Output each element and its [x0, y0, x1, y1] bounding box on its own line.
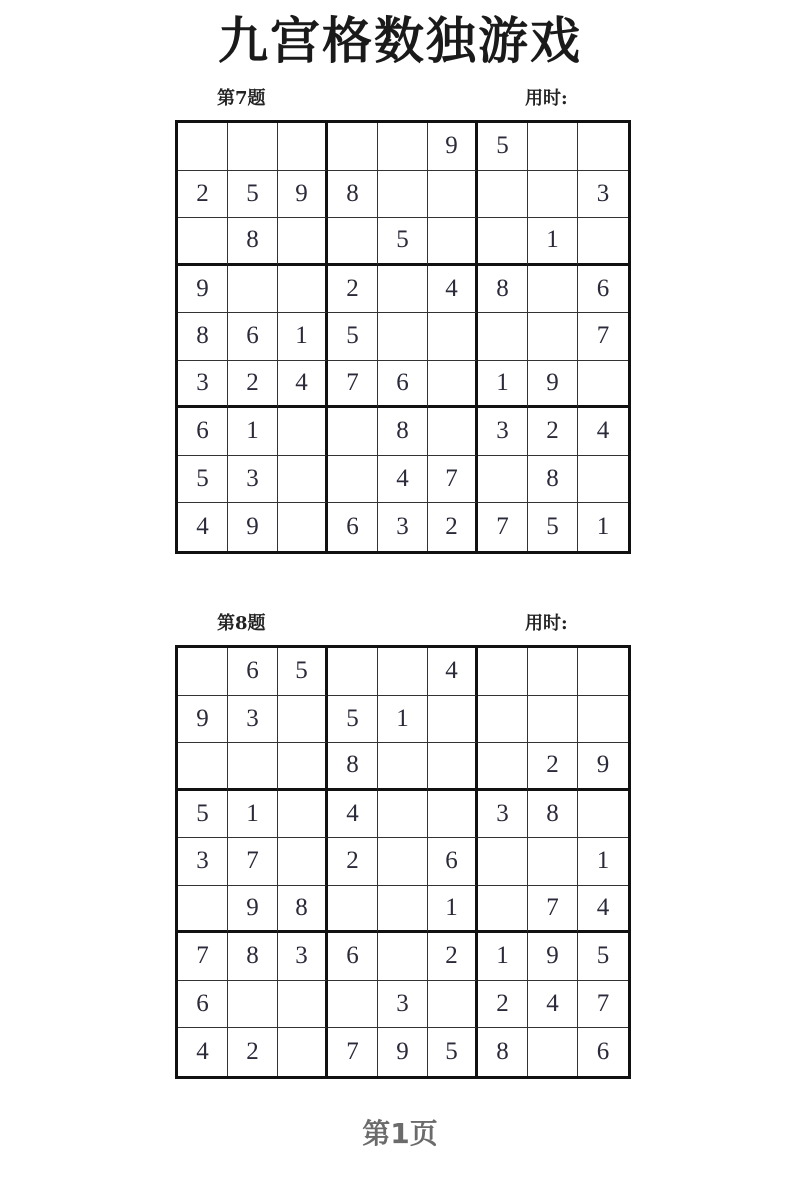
given-cell: 6	[378, 361, 428, 409]
empty-cell[interactable]	[578, 648, 628, 696]
empty-cell[interactable]	[178, 743, 228, 791]
given-cell: 1	[478, 361, 528, 409]
empty-cell[interactable]	[428, 791, 478, 839]
empty-cell[interactable]	[578, 791, 628, 839]
given-cell: 3	[228, 696, 278, 744]
given-cell: 3	[478, 408, 528, 456]
empty-cell[interactable]	[278, 218, 328, 266]
empty-cell[interactable]	[278, 791, 328, 839]
given-cell: 5	[378, 218, 428, 266]
given-cell: 5	[328, 696, 378, 744]
empty-cell[interactable]	[378, 791, 428, 839]
given-cell: 5	[478, 123, 528, 171]
empty-cell[interactable]	[428, 743, 478, 791]
puzzle-number-label: 第7题	[217, 88, 266, 109]
given-cell: 2	[528, 408, 578, 456]
given-cell: 1	[428, 886, 478, 934]
empty-cell[interactable]	[328, 648, 378, 696]
given-cell: 4	[178, 1028, 228, 1076]
given-cell: 4	[178, 503, 228, 551]
given-cell: 8	[178, 313, 228, 361]
empty-cell[interactable]	[278, 981, 328, 1029]
given-cell: 4	[328, 791, 378, 839]
empty-cell[interactable]	[478, 218, 528, 266]
given-cell: 8	[528, 456, 578, 504]
given-cell: 5	[278, 648, 328, 696]
given-cell: 3	[178, 361, 228, 409]
empty-cell[interactable]	[378, 123, 428, 171]
given-cell: 1	[378, 696, 428, 744]
puzzle-number-label: 第8题	[217, 613, 266, 634]
sudoku-grid	[175, 645, 631, 1079]
empty-cell[interactable]	[528, 266, 578, 314]
given-cell: 8	[378, 408, 428, 456]
empty-cell[interactable]	[378, 648, 428, 696]
given-cell: 6	[228, 313, 278, 361]
given-cell: 6	[228, 648, 278, 696]
empty-cell[interactable]	[528, 313, 578, 361]
empty-cell[interactable]	[278, 838, 328, 886]
empty-cell[interactable]	[328, 218, 378, 266]
given-cell: 8	[228, 218, 278, 266]
page-title: 九宫格数独游戏	[218, 12, 582, 70]
given-cell: 6	[328, 503, 378, 551]
given-cell: 1	[478, 933, 528, 981]
empty-cell[interactable]	[478, 886, 528, 934]
empty-cell[interactable]	[428, 696, 478, 744]
given-cell: 1	[278, 313, 328, 361]
empty-cell[interactable]	[278, 123, 328, 171]
empty-cell[interactable]	[278, 456, 328, 504]
given-cell: 2	[228, 361, 278, 409]
given-cell: 6	[596, 1037, 610, 1065]
given-cell: 2	[428, 933, 478, 981]
given-cell: 3	[178, 838, 228, 886]
given-cell: 6	[428, 838, 478, 886]
given-cell: 5	[228, 171, 278, 219]
given-cell: 3	[278, 933, 328, 981]
empty-cell[interactable]	[328, 456, 378, 504]
given-cell: 7	[328, 361, 378, 409]
empty-cell[interactable]	[378, 171, 428, 219]
empty-cell[interactable]	[478, 313, 528, 361]
empty-cell[interactable]	[178, 123, 228, 171]
empty-cell[interactable]	[278, 743, 328, 791]
empty-cell[interactable]	[328, 123, 378, 171]
puzzle-header	[175, 84, 628, 120]
given-cell: 3	[378, 981, 428, 1029]
given-cell: 4	[378, 456, 428, 504]
given-cell: 4	[278, 361, 328, 409]
empty-cell[interactable]	[328, 408, 378, 456]
puzzle-7	[175, 84, 628, 554]
given-cell: 7	[178, 933, 228, 981]
empty-cell[interactable]	[378, 933, 428, 981]
empty-cell[interactable]	[378, 313, 428, 361]
given-cell: 4	[528, 981, 578, 1029]
empty-cell[interactable]	[378, 743, 428, 791]
empty-cell[interactable]	[378, 886, 428, 934]
empty-cell[interactable]	[578, 361, 628, 409]
empty-cell[interactable]	[378, 838, 428, 886]
empty-cell[interactable]	[278, 503, 328, 551]
time-label: 用时:	[525, 88, 568, 109]
given-cell: 9	[178, 696, 228, 744]
given-cell: 9	[228, 886, 278, 934]
given-cell: 8	[328, 171, 378, 219]
given-cell: 5	[528, 503, 578, 551]
empty-cell[interactable]	[578, 123, 628, 171]
empty-cell[interactable]	[478, 171, 528, 219]
given-cell: 1	[528, 218, 578, 266]
given-cell: 7	[328, 1028, 378, 1076]
given-cell: 9	[178, 266, 228, 314]
given-cell: 6	[178, 408, 228, 456]
given-cell: 4	[428, 648, 478, 696]
given-cell: 8	[278, 886, 328, 934]
empty-cell[interactable]	[528, 171, 578, 219]
empty-cell[interactable]	[478, 456, 528, 504]
empty-cell[interactable]	[578, 218, 628, 266]
empty-cell[interactable]	[378, 266, 428, 314]
empty-cell[interactable]	[478, 648, 528, 696]
given-cell: 6	[178, 981, 228, 1029]
given-cell: 9	[428, 123, 478, 171]
given-cell: 2	[328, 266, 378, 314]
empty-cell[interactable]	[228, 981, 278, 1029]
empty-cell[interactable]	[278, 266, 328, 314]
given-cell: 3	[478, 791, 528, 839]
empty-cell[interactable]	[178, 886, 228, 934]
empty-cell[interactable]	[478, 838, 528, 886]
given-cell: 8	[528, 791, 578, 839]
given-cell: 2	[328, 838, 378, 886]
puzzle-header	[175, 609, 628, 645]
given-cell: 7	[428, 456, 478, 504]
given-cell: 1	[228, 791, 278, 839]
given-cell: 3	[228, 456, 278, 504]
given-cell: 7	[578, 981, 628, 1029]
given-cell: 2	[528, 743, 578, 791]
given-cell: 9	[528, 361, 578, 409]
time-label: 用时:	[525, 613, 568, 634]
empty-cell[interactable]	[228, 123, 278, 171]
given-cell: 2	[478, 981, 528, 1029]
given-cell: 5	[578, 933, 628, 981]
given-cell: 9	[278, 171, 328, 219]
empty-cell[interactable]	[528, 838, 578, 886]
empty-cell[interactable]	[328, 886, 378, 934]
empty-cell[interactable]	[278, 1028, 328, 1076]
empty-cell[interactable]	[478, 696, 528, 744]
empty-cell[interactable]	[428, 313, 478, 361]
empty-cell[interactable]	[278, 696, 328, 744]
empty-cell[interactable]	[178, 218, 228, 266]
given-cell: 2	[428, 503, 478, 551]
empty-cell[interactable]	[228, 266, 278, 314]
given-cell: 8	[478, 266, 528, 314]
empty-cell[interactable]	[178, 648, 228, 696]
empty-cell[interactable]	[428, 408, 478, 456]
empty-cell[interactable]	[328, 981, 378, 1029]
empty-cell[interactable]	[528, 696, 578, 744]
given-cell: 1	[228, 408, 278, 456]
given-cell: 4	[578, 886, 628, 934]
given-cell: 5	[428, 1028, 478, 1076]
empty-cell[interactable]	[528, 1028, 578, 1076]
empty-cell[interactable]	[528, 648, 578, 696]
given-cell: 2	[178, 171, 228, 219]
given-cell: 4	[428, 266, 478, 314]
given-cell: 7	[228, 838, 278, 886]
given-cell: 5	[178, 456, 228, 504]
given-cell: 9	[228, 503, 278, 551]
given-cell: 1	[578, 838, 628, 886]
given-cell: 7	[578, 313, 628, 361]
given-cell: 9	[378, 1028, 428, 1076]
given-cell: 9	[528, 933, 578, 981]
empty-cell[interactable]	[428, 361, 478, 409]
puzzle-8	[175, 609, 628, 1079]
given-cell: 2	[228, 1028, 278, 1076]
given-cell: 6	[578, 266, 628, 314]
given-cell: 9	[578, 743, 628, 791]
given-cell: 7	[528, 886, 578, 934]
given-cell: 6	[328, 933, 378, 981]
empty-cell[interactable]	[428, 218, 478, 266]
given-cell: 8	[328, 743, 378, 791]
sudoku-grid	[175, 120, 631, 554]
given-cell: 1	[596, 512, 610, 540]
empty-cell[interactable]	[428, 981, 478, 1029]
empty-cell[interactable]	[478, 743, 528, 791]
given-cell: 8	[478, 1028, 528, 1076]
empty-cell[interactable]	[228, 743, 278, 791]
page-number: 第1页	[362, 1117, 438, 1150]
empty-cell[interactable]	[578, 456, 628, 504]
given-cell: 7	[478, 503, 528, 551]
empty-cell[interactable]	[578, 696, 628, 744]
given-cell: 3	[378, 503, 428, 551]
given-cell: 4	[578, 408, 628, 456]
empty-cell[interactable]	[278, 408, 328, 456]
given-cell: 5	[178, 791, 228, 839]
empty-cell[interactable]	[428, 171, 478, 219]
given-cell: 8	[228, 933, 278, 981]
empty-cell[interactable]	[528, 123, 578, 171]
given-cell: 5	[328, 313, 378, 361]
given-cell: 3	[578, 171, 628, 219]
